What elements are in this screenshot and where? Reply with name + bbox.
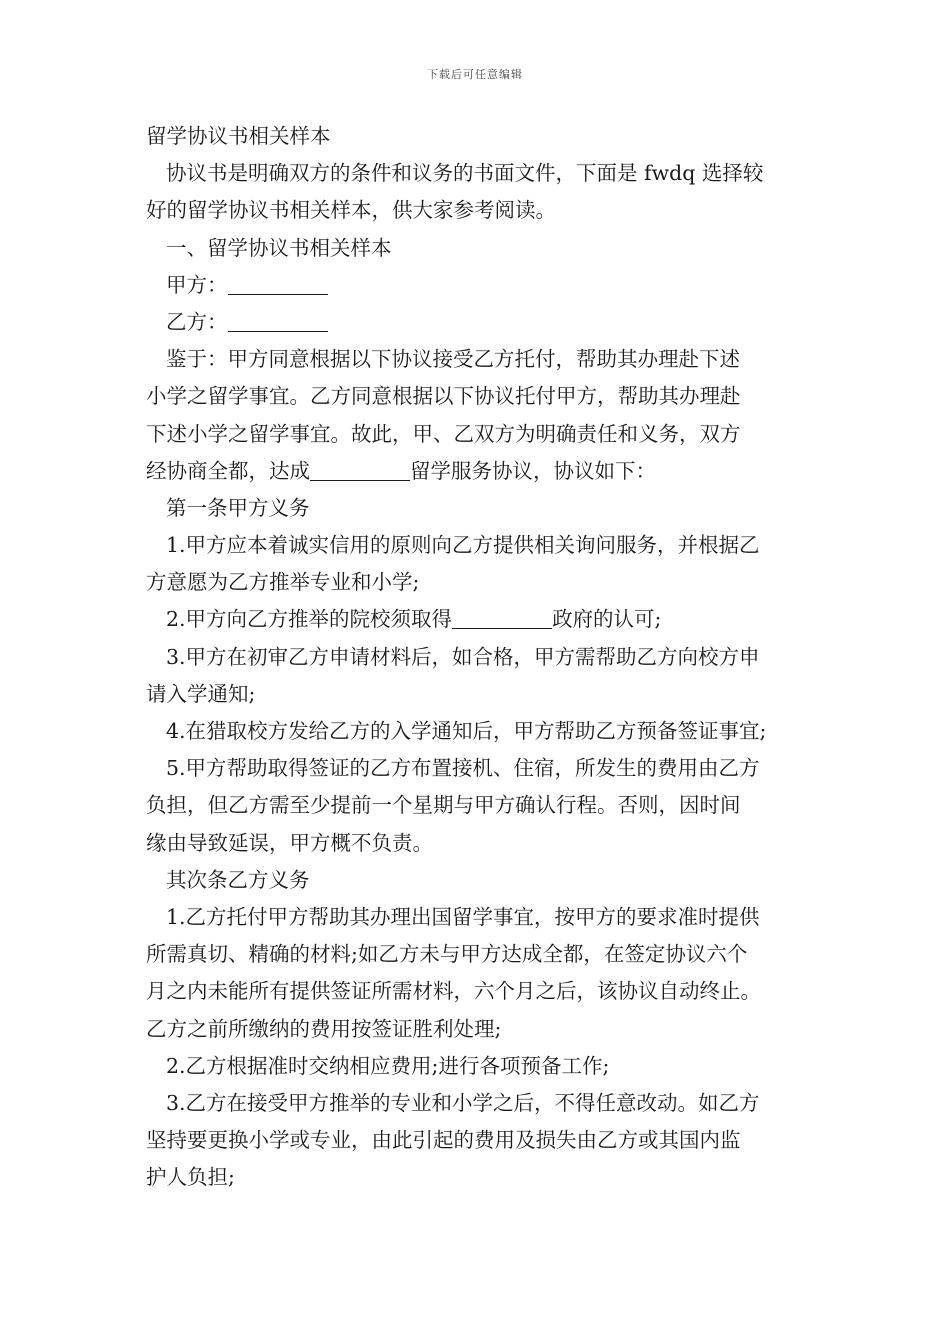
article-1-heading: 第一条甲方义务: [166, 495, 310, 520]
a1-item-1-line-1: 1.甲方应本着诚实信用的原则向乙方提供相关询问服务，并根据乙: [166, 533, 760, 558]
party-b-blank: [228, 311, 328, 332]
whereas-line-4-start: 经协商全都，达成: [146, 458, 310, 483]
a1-item-2-end: 政府的认可;: [552, 607, 662, 632]
a2-item-1-line-2: 所需真切、精确的材料;如乙方未与甲方达成全都，在签定协议六个: [146, 942, 748, 967]
document-title: 留学协议书相关样本: [146, 124, 331, 148]
intro-line-2: 好的留学协议书相关样本，供大家参考阅读。: [146, 198, 556, 223]
a1-item-5-line-1: 5.甲方帮助取得签证的乙方布置接机、住宿，所发生的费用由乙方: [166, 756, 760, 781]
whereas-line-4: [146, 453, 818, 490]
a2-item-2-line: 2.乙方根据准时交纳相应费用;进行各项预备工作;: [166, 1053, 610, 1078]
intro-line-1: 协议书是明确双方的条件和议务的书面文件，下面是 fwdq 选择较: [166, 161, 764, 186]
header-note: 下载后可任意编辑: [427, 68, 523, 81]
a2-item-3-line-1: 3.乙方在接受甲方推举的专业和小学之后，不得任意改动。如乙方: [166, 1090, 760, 1115]
agreement-name-blank: [310, 460, 410, 481]
whereas-line-1: 鉴于：甲方同意根据以下协议接受乙方托付，帮助其办理赴下述: [166, 347, 740, 372]
a2-item-1-line-1: 1.乙方托付甲方帮助其办理出国留学事宜，按甲方的要求准时提供: [166, 904, 760, 929]
whereas-line-4-end: 留学服务协议，协议如下：: [410, 458, 656, 483]
section-1-heading: 一、留学协议书相关样本: [166, 235, 392, 260]
government-blank: [452, 608, 552, 629]
party-b-label: 乙方：: [166, 309, 228, 334]
party-a-blank: [228, 274, 328, 295]
a1-item-1-line-2: 方意愿为乙方推举专业和小学;: [146, 570, 420, 595]
a1-item-2-line: [146, 601, 818, 638]
a2-item-1-line-4: 乙方之前所缴纳的费用按签证胜利处理;: [146, 1016, 502, 1041]
a2-item-1-line-3: 月之内未能所有提供签证所需材料，六个月之后，该协议自动终止。: [146, 979, 761, 1004]
a1-item-5-line-3: 缘由导致延误，甲方概不负责。: [146, 830, 433, 855]
a1-item-3-line-2: 请入学通知;: [146, 681, 256, 706]
whereas-line-2: 小学之留学事宜。乙方同意根据以下协议托付甲方，帮助其办理赴: [146, 384, 741, 409]
party-b-line: [146, 304, 818, 341]
a2-item-3-line-2: 坚持要更换小学或专业，由此引起的费用及损失由乙方或其国内监: [146, 1128, 741, 1153]
a2-item-3-line-3: 护人负担;: [146, 1165, 235, 1190]
whereas-line-3: 下述小学之留学事宜。故此，甲、乙双方为明确责任和义务，双方: [146, 421, 741, 446]
document-body: [146, 118, 818, 1196]
a1-item-2-start: 2.甲方向乙方推举的院校须取得: [166, 607, 453, 632]
party-a-line: [146, 267, 818, 304]
a1-item-4-line: 4.在猎取校方发给乙方的入学通知后，甲方帮助乙方预备签证事宜;: [166, 719, 767, 743]
a1-item-5-line-2: 负担，但乙方需至少提前一个星期与甲方确认行程。否则，因时间: [146, 793, 741, 818]
a1-item-3-line-1: 3.甲方在初审乙方申请材料后，如合格，甲方需帮助乙方向校方申: [166, 644, 760, 669]
article-2-heading: 其次条乙方义务: [166, 867, 310, 892]
party-a-label: 甲方：: [166, 272, 228, 297]
